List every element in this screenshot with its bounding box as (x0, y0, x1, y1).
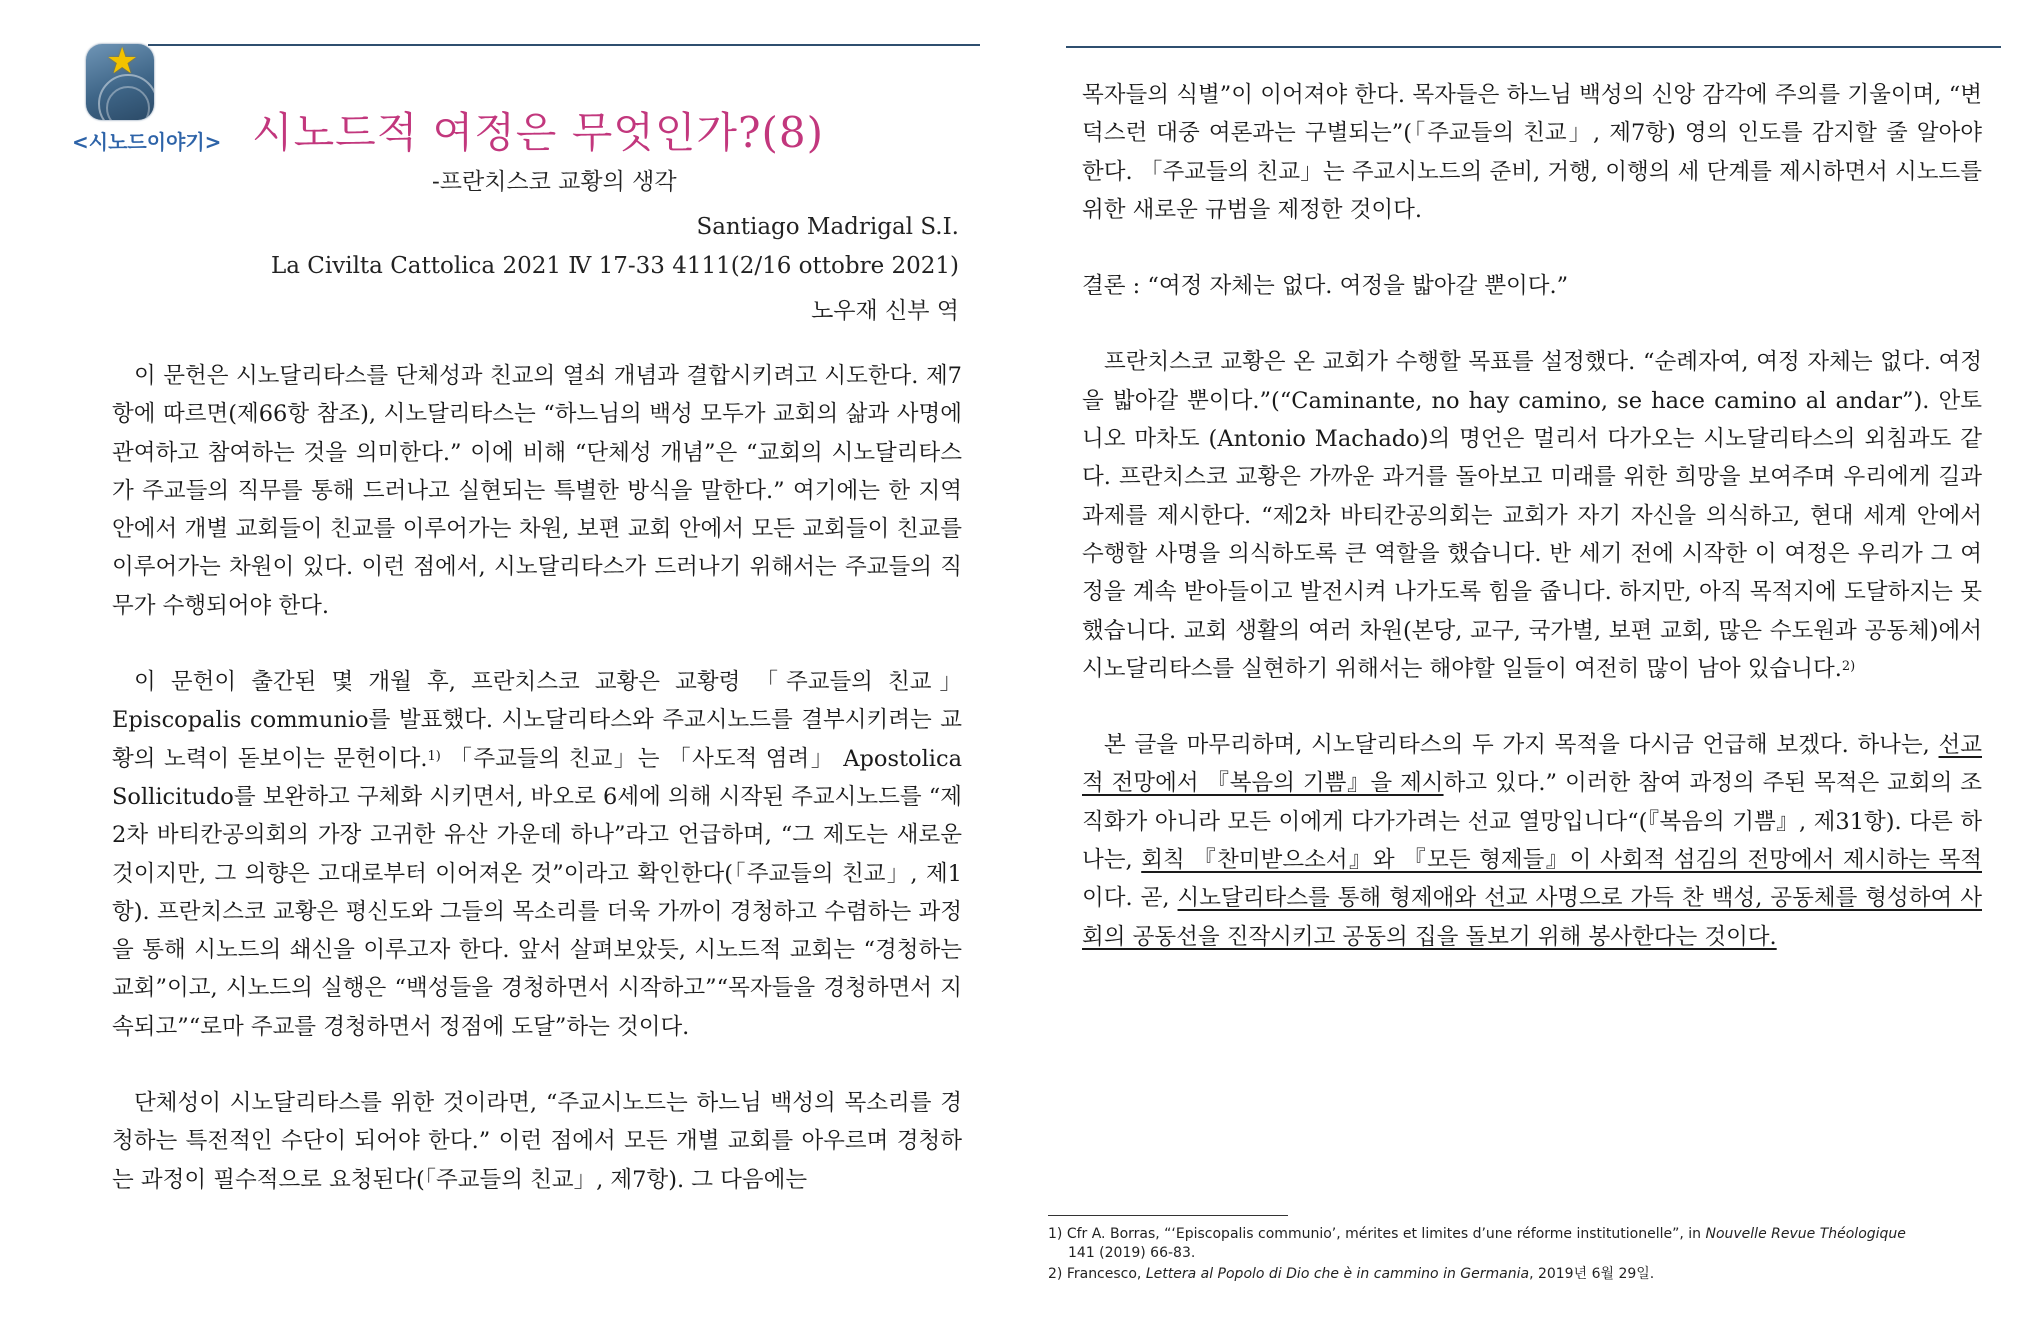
author-line: Santiago Madrigal S.I. (696, 214, 959, 240)
footnote-ref: 1) (427, 748, 441, 764)
paragraph-text: 본 글을 마무리하며, 시노달리타스의 두 가지 목적을 다시금 언급해 보겠다. 하나는, (1104, 732, 1939, 759)
paragraph: 목자들의 식별”이 이어져야 한다. 목자들은 하느님 백성의 신앙 감각에 주의를 기울이며, “변덕스런 대중 여론과는 구별되는”(「주교들의 친교」, 제7항) 영의 인도를 감지할 줄 알아야 한다. 「주교들의 친교」는 주교시노드의 준비, 거행, 이행의 세 단계를 제시하면서 시노드를 위한 새로운 규범을 제정한 것이다. (1082, 82, 1982, 223)
logo-label: <시노드이야기> (72, 130, 222, 154)
left-column (112, 357, 962, 1199)
footnote-2: 2) Francesco, Lettera al Popolo di Dio che è in cammino in Germania, 2019년 6월 29일. (1048, 1266, 1655, 1282)
paragraph-text: 하고 있다.” 이러한 참여 과정의 주된 목적은 교회의 조직화가 아니라 모든 이에게 다가가려는 선교 열망입니다“(『복음의 기쁨』, 제31항). 다른 하나는, (1082, 770, 1982, 874)
paragraph (1082, 726, 1982, 956)
paragraph (112, 663, 962, 1046)
underlined-text: 시노달리타스를 통해 형제애와 선교 사명으로 가득 찬 백성, 공동체를 형성하여 사회의 공동선을 진작시키고 공동의 집을 돌보기 위해 봉사한다는 것이다. (1082, 885, 1982, 950)
paragraph: 단체성이 시노달리타스를 위한 것이라면, “주교시노드는 하느님 백성의 목소리를 경청하는 특전적인 수단이 되어야 한다.” 이런 점에서 모든 개별 교회를 아우르며 경청하는 과정이 필수적으로 요청된다(「주교들의 친교」, 제7항). 그 다음에는 (112, 1090, 962, 1193)
paragraph-text: 이 문헌이 출간된 몇 개월 후, 프란치스코 교황은 교황령 「주교들의 친교」 Episcopalis communio를 발표했다. 시노달리타스와 주교시노드를 결부시키려는 교황의 노력이 돋보이는 문헌이다. (112, 669, 962, 772)
header-rule-right (1066, 46, 2001, 48)
right-column (1082, 76, 1982, 956)
paragraph (1082, 343, 1982, 688)
header-rule-left (148, 44, 980, 46)
underlined-text: 선교적 전망에서 『복음의 기쁨』을 제시 (1082, 732, 1982, 797)
paragraph: 이 문헌은 시노달리타스를 단체성과 친교의 열쇠 개념과 결합시키려고 시도한다. 제7항에 따르면(제66항 참조), 시노달리타스는 “하느님의 백성 모두가 교회의 삶과 사명에 관여하고 참여하는 것을 의미한다.” 이에 비해 “단체성 개념”은 “교회의 시노달리타스가 주교들의 직무를 통해 드러나고 실현되는 특별한 방식을 말한다.” 여기에는 한 지역 안에서 개별 교회들이 친교를 이루어가는 차원, 보편 교회 안에서 모든 교회들이 친교를 이루어가는 차원이 있다. 이런 점에서, 시노달리타스가 드러나기 위해서는 주교들의 직무가 수행되어야 한다. (112, 363, 962, 619)
paragraph-text: 이다. 곧, (1082, 885, 1178, 912)
star-icon: ★ (106, 41, 139, 82)
logo (72, 41, 222, 156)
footnote-1: 1) Cfr A. Borras, “‘Episcopalis communio’, mérites et limites d’une réforme institutionelle”, in Nouvelle Revue Théologique 141 (2019) 66-83. (1048, 1226, 1906, 1261)
page-subtitle: -프란치스코 교황의 생각 (432, 169, 677, 195)
source-line: La Civilta Cattolica 2021 Ⅳ 17-33 4111(2/16 ottobre 2021) (270, 253, 959, 279)
paragraph-text: 프란치스코 교황은 온 교회가 수행할 목표를 설정했다. “순례자여, 여정 자체는 없다. 여정을 밟아갈 뿐이다.”(“Caminante, no hay camino, se hace camino al andar”). 안토니오 마차도 (Antonio Machado)의 명언은 멀리서 다가오는 시노달리타스의 외침과도 같다. 프란치스코 교황은 가까운 과거를 돌아보고 미래를 위한 희망을 보여주며 우리에게 길과 과제를 제시한다. “제2차 바티칸공의회는 교회가 자기 자신을 의식하고, 현대 세계 안에서 수행할 사명을 의식하도록 큰 역할을 했습니다. 반 세기 전에 시작한 이 여정은 우리가 그 여정을 계속 받아들이고 발전시켜 나가도록 힘을 줍니다. 하지만, 아직 목적지에 도달하지는 못했습니다. 교회 생활의 여러 차원(본당, 교구, 국가별, 보편 교회, 많은 수도원과 공동체)에서 시노달리타스를 실현하기 위해서는 해야할 일들이 여전히 많이 남아 있습니다. (1082, 349, 1982, 682)
translator-line: 노우재 신부 역 (811, 298, 959, 324)
underlined-text: 회칙 『찬미받으소서』와 『모든 형제들』이 사회적 섬김의 전망에서 제시하는 목적 (1141, 847, 1982, 874)
section-heading: 결론 : “여정 자체는 없다. 여정을 밟아갈 뿐이다.” (1082, 273, 1569, 300)
page-title: 시노드적 여정은 무엇인가?(8) (252, 108, 825, 157)
footnote-rule (1048, 1215, 1288, 1216)
paragraph-text: 「주교들의 친교」는 「사도적 염려」 Apostolica Sollicitudo를 보완하고 구체화 시키면서, 바오로 6세에 의해 시작된 주교시노드를 “제2차 바티칸공의회의 가장 고귀한 유산 가운데 하나”라고 언급하며, “그 제도는 새로운 것이지만, 그 의향은 고대로부터 이어져온 것”이라고 확인한다(「주교들의 친교」, 제1항). 프란치스코 교황은 평신도와 그들의 목소리를 더욱 가까이 경청하고 수렴하는 과정을 통해 시노드의 쇄신을 이루고자 한다. 앞서 살펴보았듯, 시노드적 교회는 “경청하는 교회”이고, 시노드의 실행은 “백성들을 경청하면서 시작하고”“목자들을 경청하면서 지속되고”“로마 주교를 경청하면서 정점에 도달”하는 것이다. (112, 745, 962, 1040)
footnote-ref: 2) (1841, 658, 1856, 674)
